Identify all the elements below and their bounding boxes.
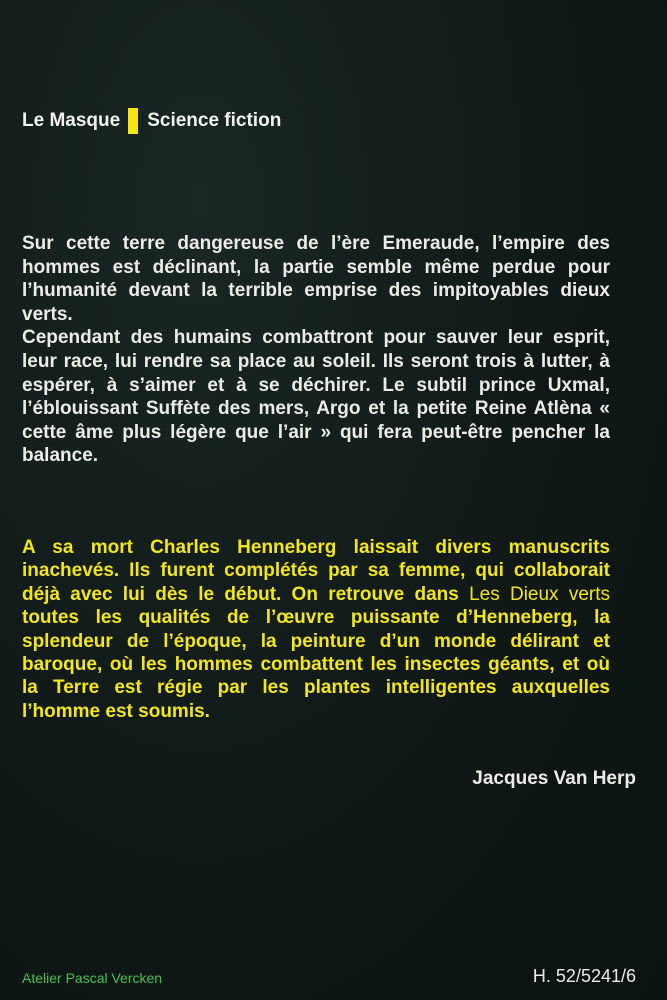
yellow-divider-bar (128, 108, 138, 134)
catalog-code: H. 52/5241/6 (532, 966, 636, 986)
synopsis (22, 232, 610, 468)
series-header (22, 108, 281, 134)
synopsis-paragraph-2: Cependant des humains combattront pour sauver leur esprit, leur race, lui rendre sa place au soleil. Ils seront trois à lutter, à espérer, à s’aimer et à se déchirer. Le subtil prince Uxmal, l’éblouissant Suffète des mers, Argo et la petite Reine Atlèna « cette âme plus légère que l’air » qui fera peut-être pencher la balance. (22, 327, 610, 467)
critique-text (22, 536, 610, 723)
cover-credit: Atelier Pascal Vercken (22, 970, 163, 986)
collection-name: Science fiction (147, 110, 282, 131)
series-name: Le Masque (22, 110, 121, 131)
critique-part-2: toutes les qualités de l’œuvre puissante d’Henneberg, la splendeur de l’époque, la peinture d’un monde délirant et baroque, où les hommes combattent les insectes géants, et où la Terre est régie par les plantes intelligentes auxquelles l’homme est soumis. (22, 607, 610, 722)
synopsis-paragraph-1: Sur cette terre dangereuse de l’ère Emeraude, l’empire des hommes est déclinant, la partie semble même perdue pour l’humanité devant la terrible emprise des impitoyables dieux verts. (22, 233, 610, 325)
critique-author: Jacques Van Herp (472, 768, 636, 789)
critique-part-1: A sa mort Charles Henneberg laissait divers manuscrits inachevés. Ils furent complétés par sa femme, qui collaborait déjà avec lui dès le début. On retrouve dans (22, 537, 610, 605)
book-title: Les Dieux verts (469, 583, 610, 605)
